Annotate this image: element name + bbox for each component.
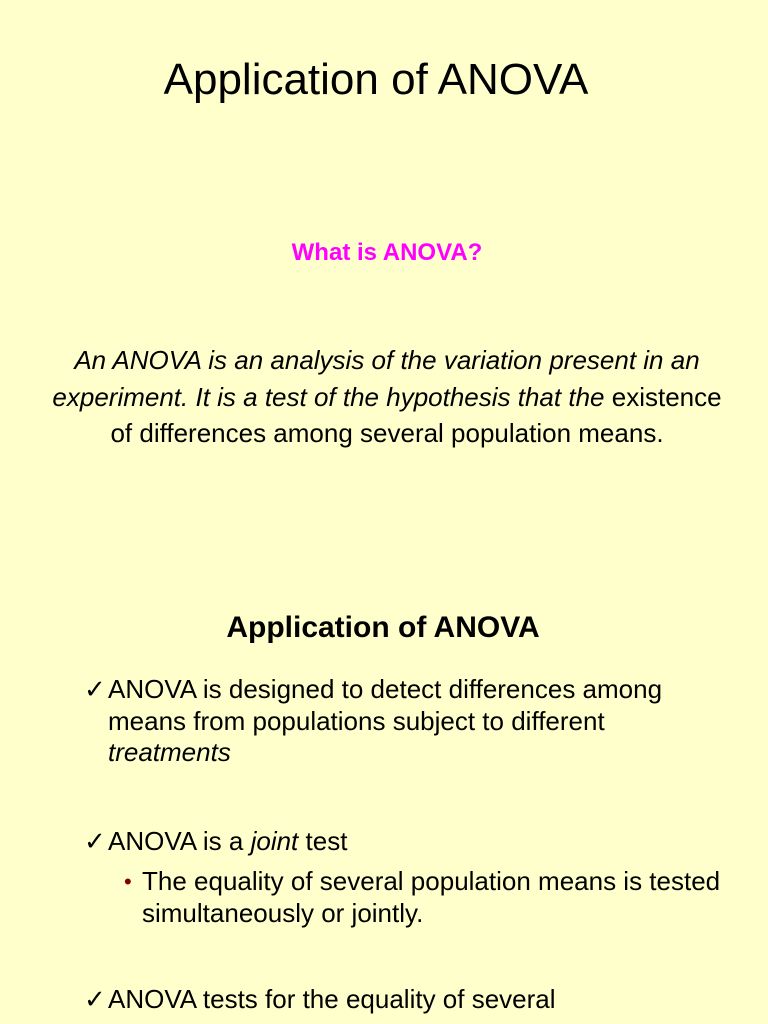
question-heading: What is ANOVA? xyxy=(291,239,483,266)
check-mark-icon: ✓ xyxy=(84,826,106,856)
bullet-item xyxy=(84,826,724,858)
sub-bullet-item xyxy=(122,866,722,929)
definition-italic: An ANOVA is an analysis of the variation present in an experiment. It is a test of the hypothesis that the xyxy=(52,345,700,412)
check-mark-icon: ✓ xyxy=(84,674,106,704)
check-mark-icon: ✓ xyxy=(84,984,106,1014)
bullet-italic-text: treatments xyxy=(108,737,231,767)
section-heading: Application of ANOVA xyxy=(226,611,540,644)
definition-text xyxy=(40,342,734,452)
bullet-item xyxy=(84,984,724,1016)
bullet-text: ANOVA is designed to detect differences among means from populations subject to different xyxy=(108,674,663,736)
bullet-item xyxy=(84,674,724,769)
bullet-text-tail: test xyxy=(298,826,348,856)
definition-normal: existence of differences among several population means. xyxy=(110,381,722,448)
slide-title: Application of ANOVA xyxy=(163,55,589,104)
round-bullet-icon: • xyxy=(124,869,132,894)
sub-bullet-text: The equality of several population means is tested simultaneously or jointly. xyxy=(142,866,721,928)
bullet-text: ANOVA is a xyxy=(108,826,251,856)
bullet-italic-text: joint xyxy=(250,826,299,856)
bullet-text: ANOVA tests for the equality of several xyxy=(108,984,556,1014)
